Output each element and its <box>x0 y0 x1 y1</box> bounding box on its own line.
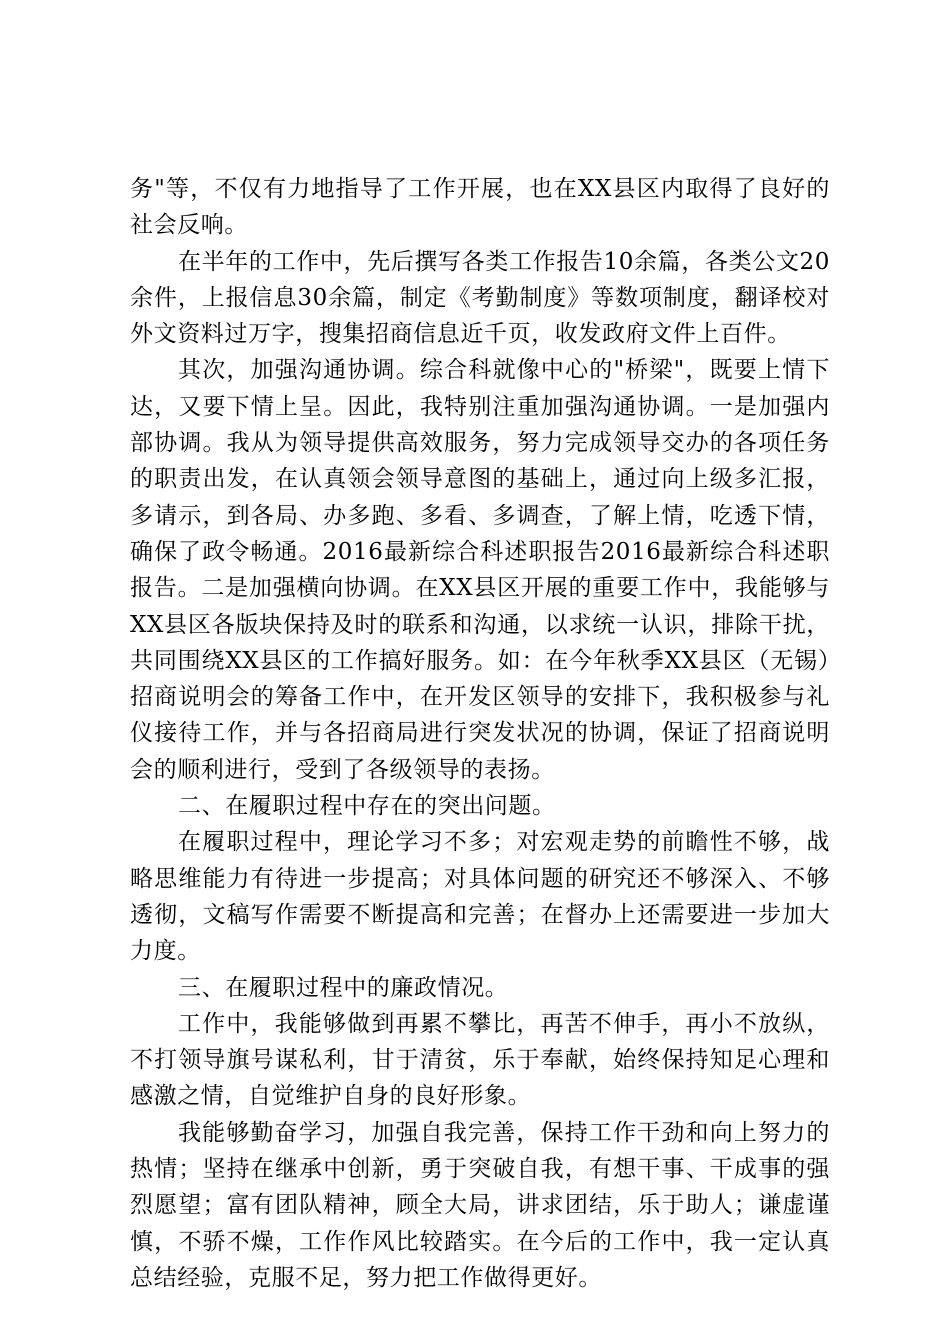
section-heading-integrity: 三、在履职过程中的廉政情况。 <box>178 974 509 1001</box>
document-body <box>130 171 830 1296</box>
paragraph-problems: 在履职过程中，理论学习不多；对宏观走势的前瞻性不够，战略思维能力有待进一步提高；对具体问题的研究还不够深入、不够透彻，文稿写作需要不断提高和完善；在督办上还需要进一步加大力度。 <box>130 829 830 965</box>
paragraph-work-output: 在半年的工作中，先后撰写各类工作报告10余篇，各类公文20余件，上报信息30余篇，制定《考勤制度》等数项制度，翻译校对外文资料过万字，搜集招商信息近千页，收发政府文件上百件。 <box>130 248 830 348</box>
paragraph-conclusion: 我能够勤奋学习，加强自我完善，保持工作干劲和向上努力的热情；坚持在继承中创新，勇于突破自我，有想干事、干成事的强烈愿望；富有团队精神，顾全大局，讲求团结，乐于助人；谦虚谨慎，不骄不燥，工作作风比较踏实。在今后的工作中，我一定认真总结经验，克服不足，努力把工作做得更好。 <box>130 1119 830 1291</box>
paragraph-integrity: 工作中，我能够做到再累不攀比，再苦不伸手，再小不放纵，不打领导旗号谋私利，甘于清贫，乐于奉献，始终保持知足心理和感激之情，自觉维护自身的良好形象。 <box>130 1010 830 1110</box>
paragraph-communication: 其次，加强沟通协调。综合科就像中心的"桥梁"，既要上情下达，又要下情上呈。因此，我特别注重加强沟通协调。一是加强内部协调。我从为领导提供高效服务，努力完成领导交办的各项任务的职责出发，在认真领会领导意图的基础上，通过向上级多汇报，多请示，到各局、办多跑、多看、多调查，了解上情，吃透下情，确保了政令畅通。2016最新综合科述职报告2016最新综合科述职报告。二是加强横向协调。在XX县区开展的重要工作中，我能够与XX县区各版块保持及时的联系和沟通，以求统一认识，排除干扰，共同围绕XX县区的工作搞好服务。如：在今年秋季XX县区（无锡）招商说明会的筹备工作中，在开发区领导的安排下，我积极参与礼仪接待工作，并与各招商局进行突发状况的协调，保证了招商说明会的顺利进行，受到了各级领导的表扬。 <box>130 357 830 783</box>
section-heading-problems: 二、在履职过程中存在的突出问题。 <box>178 793 556 820</box>
paragraph-continuation: 务"等，不仅有力地指导了工作开展，也在XX县区内取得了良好的社会反响。 <box>130 176 830 239</box>
